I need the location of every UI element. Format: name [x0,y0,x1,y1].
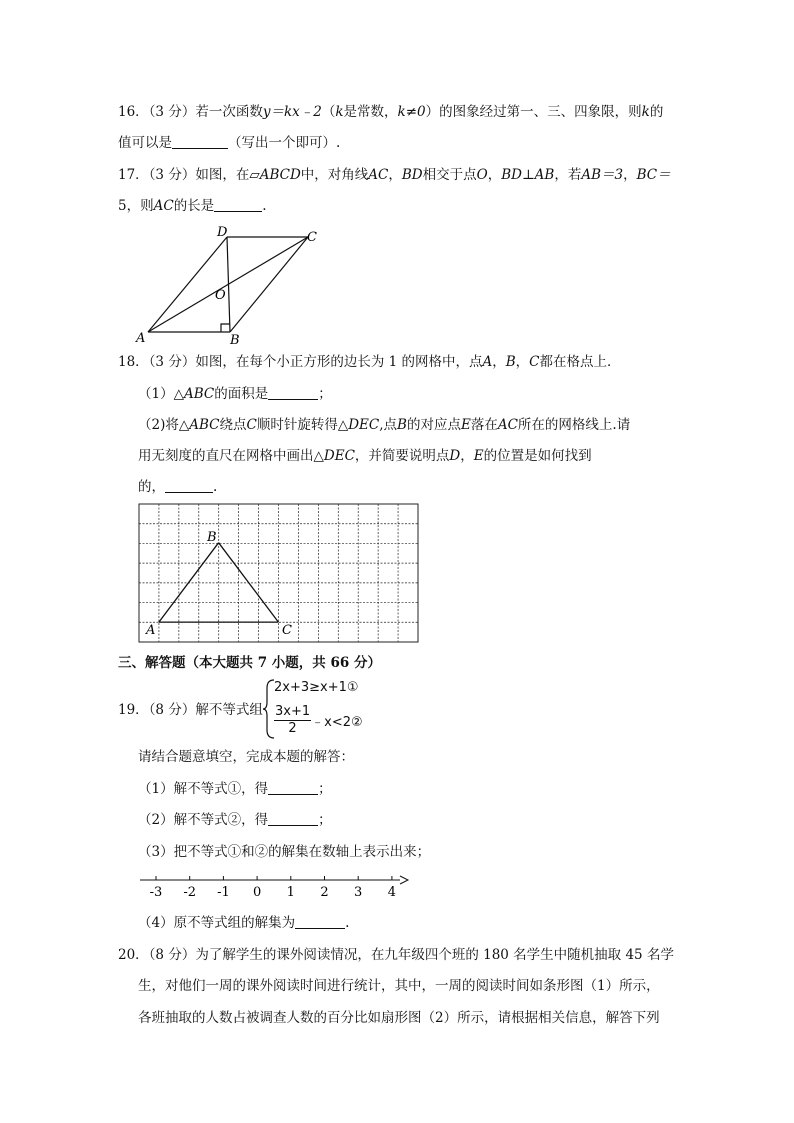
axis-tick-label: 1 [286,885,295,900]
question-number: 18． [118,354,149,370]
q18-var: ABC [189,417,220,433]
inequality-2 [274,704,363,737]
q17-text: 5，则 [118,198,154,214]
q18-part2-line1 [138,415,630,435]
q19-part4 [138,913,349,933]
label-o: O [215,288,226,303]
q19-text: （4）原不等式组的解集为 [138,915,296,931]
answer-blank[interactable] [268,386,318,400]
fraction-denominator: 2 [288,721,297,736]
q17-text: 的长是 [173,198,215,214]
answer-blank[interactable] [268,781,318,795]
q16-text: 的 [649,104,664,120]
q18-text: 所在的网格线上.请 [517,417,631,433]
side-bc [230,237,308,332]
q16-text: 是常数， [343,104,398,120]
grid-figure [138,503,420,645]
answer-blank[interactable] [172,135,228,149]
q17-text: ， [388,167,402,183]
q19-text: 解不等式组 [195,702,263,718]
q18-text: 绕点 [219,417,247,433]
answer-blank[interactable] [165,479,213,493]
q19-part1 [138,779,332,799]
q18-text: ； [318,386,332,402]
axis-tick-label: 3 [354,885,363,900]
q16-text: （ [321,104,336,120]
q18-var: C [246,417,257,433]
q17-var: AC [153,198,174,214]
q18-text: （1）△ [138,386,184,402]
q18-var: DEC [348,417,380,433]
q18-part2-line2 [138,446,592,466]
q16-text: （写出一个即可）. [228,135,341,151]
q17-text: 相交于点 [422,167,477,183]
score: （3 分） [148,167,196,183]
q18-var: E [473,448,484,464]
q18-var: B [505,354,516,370]
score: （3 分） [148,104,196,120]
q18-var: DEC [323,448,355,464]
q20-line1 [118,945,674,965]
label-a: A [146,623,156,638]
q17-var: AC [368,167,389,183]
inequality-1: 2x+3≥x+1① [274,680,359,695]
q20-text: 为了解学生的课外阅读情况，在九年级四个班的 180 名学生中随机抽取 45 名学 [195,947,674,963]
score: （3 分） [148,354,196,370]
score: （8 分） [148,702,196,718]
q18-line1: 18．（3 分）如图，在每个小正方形的边长为 1 的网格中，点A，B，C都在格点上． [118,354,621,370]
q19-text: （2）解不等式②，得 [138,812,269,828]
q17-var: O [476,167,488,183]
answer-blank[interactable] [268,812,318,826]
axis-tick-label: 4 [387,885,397,900]
axis-tick-label: 2 [320,885,329,900]
label-d: D [217,225,228,240]
q19-text: ； [318,781,332,797]
q18-text: ，并简要说明点 [354,448,450,464]
right-angle-mark [221,324,230,332]
q16-var: k [641,104,650,120]
q16-line2 [118,133,340,153]
arrow-icon [400,876,408,884]
q18-text: ,点 [379,417,398,433]
side-da [148,237,227,332]
q18-text: . [213,479,218,495]
q16-text: 若一次函数 [195,104,263,120]
question-number: 19． [118,702,149,718]
q18-var: C [529,354,540,370]
section-title: 三、解答题（本大题共 7 小题，共 66 分） [118,655,381,671]
q17-text: 中，对角线 [300,167,369,183]
q18-text: 都在格点上． [539,354,621,370]
axis-tick-label: -3 [149,885,163,900]
q16-formula: y＝kx﹣2 [262,104,322,120]
side-bc [219,543,279,622]
q18-part2-line3 [138,477,217,497]
q18-text: 如图，在每个小正方形的边长为 1 的网格中，点 [195,354,483,370]
q18-var: ABC [183,386,215,402]
q18-text: 落在 [470,417,498,433]
q17-var: BD⊥AB [501,167,555,183]
q18-text: 的面积是 [214,386,269,402]
axis-tick-label: -1 [217,885,230,900]
q17-line1 [118,165,671,185]
label-c: C [307,230,317,245]
axis-tick-label: 0 [252,885,262,900]
q17-text: ，若 [554,167,582,183]
q19-text: ； [318,812,332,828]
fraction-numerator: 3x+1 [275,704,311,719]
q18-text: ， [460,448,474,464]
q18-text: 顺时针旋转得△ [256,417,349,433]
answer-blank[interactable] [295,915,345,929]
side-ab [159,543,219,622]
q18-text: 用无刻度的直尺在网格中画出△ [138,448,324,464]
label-b: B [230,333,240,347]
q18-text: 的对应点 [406,417,461,433]
q17-line2 [118,196,266,216]
q18-text: 的位置是如何找到 [483,448,592,464]
q17-var: BC＝ [636,167,671,183]
parallelogram-figure [130,222,330,347]
q19-part3: （3）把不等式①和②的解集在数轴上表示出来； [138,844,431,860]
q17-text: ， [487,167,502,183]
q19-text: （1）解不等式①，得 [138,781,269,797]
q17-var: ▱ABCD [249,167,301,183]
q18-part1 [138,384,332,404]
q19-part2 [138,810,332,830]
q19-text: . [345,915,350,931]
q20-line3: 各班抽取的人数占被调查人数的百分比如扇形图（2）所示，请根据相关信息，解答下列 [138,1010,660,1026]
q20-line2: 生，对他们一周的课外阅读时间进行统计，其中，一周的阅读时间如条形图（1）所示， [138,978,660,994]
q18-text: 的， [138,479,165,495]
q17-text: ， [623,167,637,183]
inequality-rest: ﹣x<2② [311,715,363,730]
q16-text: ）的图象经过第一、三、四象限，则 [425,104,642,120]
q18-var: B [397,417,407,433]
label-b: B [207,530,217,545]
question-number: 17． [118,167,149,183]
answer-blank[interactable] [214,198,262,212]
q18-var: A [482,354,493,370]
q17-text: . [262,198,267,214]
q16-text: 值可以是 [118,135,172,151]
question-number: 20． [118,947,149,963]
q17-var: BD [401,167,423,183]
number-line [138,870,413,902]
q18-var: E [460,417,471,433]
label-a: A [136,331,146,346]
q19-instruction: 请结合题意填空，完成本题的解答： [138,749,354,765]
q18-var: D [449,448,461,464]
q16-line1 [118,102,663,122]
q19-line1 [118,700,263,720]
score: （8 分） [148,947,196,963]
q17-var: AB＝3 [581,167,624,183]
label-c: C [282,623,292,638]
q17-text: 如图，在 [195,167,250,183]
question-number: 16． [118,104,149,120]
q18-text: （2)将△ [138,417,190,433]
q16-var: k≠0 [397,104,426,120]
axis-tick-label: -2 [183,885,197,900]
fraction [274,704,311,737]
q18-var: AC [497,417,518,433]
q16-var: k [335,104,344,120]
